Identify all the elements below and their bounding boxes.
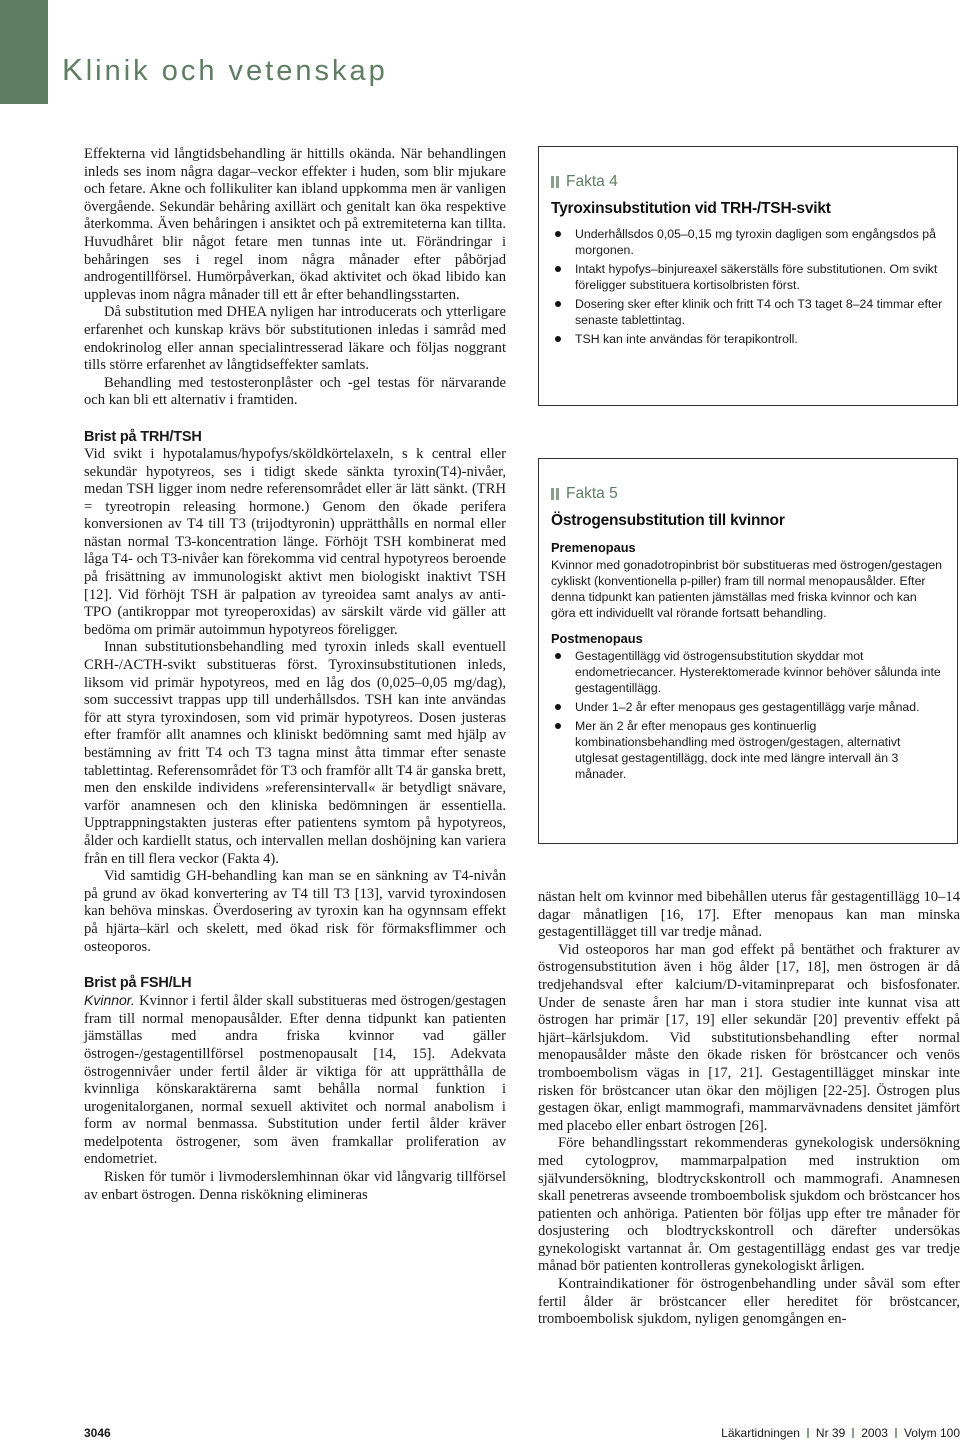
fakta-label-text: Fakta 4: [566, 173, 618, 190]
list-item: Intakt hypofys–binjureaxel säkerställs före substitutionen. Om svikt föreligger substituera kortisolbristen först.: [551, 261, 943, 293]
header-accent-bar: [0, 0, 48, 104]
fakta-box-4: [538, 146, 958, 406]
separator-bar-icon: [852, 1428, 854, 1438]
bullet-icon: [555, 336, 561, 342]
paragraph: Effekterna vid långtidsbehandling är hittills okända. När behandlingen inleds ses inom några dagar–veckor effekter i huden, som blir mjukare och fetare. Akne och follikuliter kan ibland uppkomma men är vanligen övergående. Sekundär behåring axillärt och genitalt kan öka respektive återkomma. Även behåringen i ansiktet och på extremiteterna kan tillta. Huvudhåret blir något fetare men tunnas inte ut. Förändringar i behåringen ses i regel inom några månader efter påbörjad androgentillförsel. Humörpåverkan, ökad aktivitet och ökad libido kan upplevas inom några månader till ett år efter behandlingsstarten.: [84, 146, 506, 303]
fakta-label: [551, 173, 943, 191]
list-item: Dosering sker efter klinik och fritt T4 och T3 taget 8–24 timmar efter senaste tablettintag.: [551, 296, 943, 328]
marker-bar-icon: [551, 176, 554, 188]
bullet-icon: [555, 266, 561, 272]
fakta-list: [551, 226, 943, 347]
fakta-list: [551, 648, 943, 782]
bullet-icon: [555, 653, 561, 659]
section-title-rest: linik och vetenskap: [85, 55, 388, 87]
paragraph: Då substitution med DHEA nyligen har introducerats och ytterligare erfarenhet och kunskap krävs bör substitutionen inledas i samråd med endokrinolog eller annan specialintresserad läkare och följas noggrant tills större erfarenhet av långtidseffekter samlats.: [84, 304, 506, 374]
bullet-icon: [555, 723, 561, 729]
separator-bar-icon: [895, 1428, 897, 1438]
list-item: Gestagentillägg vid östrogensubstitution skyddar mot endometriecancer. Hysterektomerade kvinnor behöver sålunda inte gestagentillägg.: [551, 648, 943, 696]
marker-bar-icon: [556, 488, 559, 500]
fakta-title: Östrogensubstitution till kvinnor: [551, 512, 785, 529]
fakta-label-text: Fakta 5: [566, 485, 618, 502]
postmenopaus-heading: Postmenopaus: [551, 631, 643, 646]
paragraph: Vid osteoporos har man god effekt på bentäthet och frakturer av östrogensubstitution även i hög ålder [17, 18], men östrogen är då tredjehandsval efter kalcium/D-vitaminpreparat och bisfosfonater. Under de senaste åren har man i stora studier inte kunnat visa att östrogen har primär [17, 19] eller sekundär [20] preventiv effekt på hjärt–kärlsjukdom. Vid substitutionsbehandling efter normal menopausålder måste den ökade risken för bröstcancer och venös tromboembolism vägas in [17, 21]. Gestagentillägget minskar inte risken för bröstcancer utan ökar den möjligen [22-25]. Östrogen plus gestagen ökar, enligt mammografi, mammarvävnadens densitet jämfört med placebo eller enbart östrogen [26].: [538, 941, 960, 1134]
separator-bar-icon: [807, 1428, 809, 1438]
paragraph: Före behandlingsstart rekommenderas gynekologisk undersökning med cytologprov, mammarpalpation med instruktion om självundersökning, blodtryckskontroll och mammografi. Anamnesen skall penetreras avseende tromboembolisk sjukdom och bröstcancer hos patienten och anhöriga. Patienten bör följas upp efter tre månader för dosjustering och blodtryckskontroll och därefter undersökas gynekologiskt vartannat år. Om gestagentillägg endast ges var tredje månad bör patienten kontrolleras gynekologiskt årligen.: [538, 1135, 960, 1275]
paragraph: [84, 992, 506, 1169]
marker-bar-icon: [551, 488, 554, 500]
issue-number: Nr 39: [815, 1426, 846, 1440]
fakta-label: [551, 485, 943, 503]
volume: Volym 100: [903, 1426, 960, 1440]
journal-footer: [721, 1426, 960, 1440]
bullet-icon: [555, 231, 561, 237]
subheading-trh-tsh: Brist på TRH/TSH: [84, 428, 202, 445]
left-column: [84, 146, 506, 1204]
page-number: 3046: [84, 1426, 111, 1440]
premenopaus-heading: Premenopaus: [551, 540, 636, 555]
lead-in-kvinnor: Kvinnor.: [84, 992, 135, 1009]
section-title-initial: K: [62, 52, 86, 87]
fakta-box-5: [538, 458, 958, 844]
paragraph: Risken för tumör i livmoderslemhinnan ökar vid långvarig tillförsel av enbart östrogen. Denna riskökning elimineras: [84, 1169, 506, 1203]
paragraph-text: Kvinnor i fertil ålder skall substitueras med östrogen/gestagen fram till normal menopausålder. Efter denna tidpunkt kan patienten jämställas med andra friska kvinnor vad gäller östrogen-/gestagentillförsel postmenopausalt [14, 15]. Adekvata östrogennivåer under fertil ålder är viktiga för att upprätthålla de kvinnliga könskaraktärerna samt behålla normal funktion i urogenitalorganen, normal sexuell aktivitet och normal anabolism i form av normal benmassa. Substitution under fertil ålder kräver medelpotenta östrogener, som även framkallar proliferation av endometriet.: [84, 993, 506, 1168]
bullet-icon: [555, 301, 561, 307]
bullet-icon: [555, 704, 561, 710]
journal-name: Läkartidningen: [721, 1426, 800, 1440]
paragraph: nästan helt om kvinnor med bibehållen uterus får gestagentillägg 10–14 dagar månatligen [16, 17]. Efter menopaus kan man minska gestagentillägget till var tredje månad.: [538, 889, 960, 941]
list-item: Underhållsdos 0,05–0,15 mg tyroxin dagligen som engångsdos på morgonen.: [551, 226, 943, 258]
paragraph: Kontraindikationer för östrogenbehandling under såväl som efter fertil ålder är bröstcancer eller hereditet för bröstcancer, tromboembolisk sjukdom, nyligen genomgången en-: [538, 1276, 960, 1328]
fakta-title: Tyroxinsubstitution vid TRH-/TSH-svikt: [551, 200, 831, 217]
list-item: Mer än 2 år efter menopaus ges kontinuerlig kombinationsbehandling med östrogen/gestagen, alternativt utglesat gestagentillägg, dock inte med längre intervall än 3 månader.: [551, 718, 943, 782]
right-column: [538, 889, 960, 1329]
section-title: [62, 52, 388, 88]
subheading-fsh-lh: Brist på FSH/LH: [84, 975, 192, 992]
list-item: TSH kan inte användas för terapikontroll.: [551, 331, 943, 347]
year: 2003: [861, 1426, 888, 1440]
premenopaus-text: Kvinnor med gonadotropinbrist bör substitueras med östrogen/gestagen cykliskt (konventionella p-piller) fram till normal menopausålder. Efter denna tidpunkt kan patienten jämställas med friska kvinnor och kan göra ett individuellt val rörande fortsatt behandling.: [551, 558, 943, 620]
marker-bar-icon: [556, 176, 559, 188]
paragraph: Innan substitutionsbehandling med tyroxin inleds skall eventuell CRH-/ACTH-svikt substitueras först. Tyroxinsubstitutionen inleds, liksom vid primär hypotyreos, med en låg dos (0,025–0,05 mg/dag), som successivt trappas upp till underhållsdos. TSH kan inte användas för att styra tyroxindosen, som vid primär hypotyreos. Dosen justeras efter framför allt anamnes och kliniskt bedömning samt med hjälp av bestämning av fritt T4 och T3 tagna minst åtta timmar efter senaste tablettintag. Referensområdet för T3 och framför allt T4 är ganska brett, men den enskilde individens »referensintervall« är betydligt snävare, varför anamnesen och den kliniska bedömningen är essentiella. Upptrappningstakten justeras efter patientens symtom på hypotyreos, ålder och kardiellt status, och intervallen mellan doshöjning kan variera från en till flera veckor (Fakta 4).: [84, 639, 506, 867]
paragraph: Vid samtidig GH-behandling kan man se en sänkning av T4-nivån på grund av ökad konvertering av T4 till T3 [13], varvid tyroxindosen kan behöva minskas. Överdosering av tyroxin kan ha ogynnsam effekt på hjärta–kärl och skelett, med ökad risk för förmaksflimmer och osteoporos.: [84, 868, 506, 955]
paragraph: Behandling med testosteronplåster och -gel testas för närvarande och kan bli ett alternativ i framtiden.: [84, 374, 506, 409]
list-item: Under 1–2 år efter menopaus ges gestagentillägg varje månad.: [551, 699, 943, 715]
paragraph: Vid svikt i hypotalamus/hypofys/sköldkörtelaxeln, s k central eller sekundär hypotyreos, ses i tidigt skede sänkta tyroxin(T4)-nivåer, medan TSH ligger inom nedre referensområdet eller är lätt sänkt. (TRH = tyreotropin releasing hormone.) Genom den ökade perifera konversionen av T4 till T3 (trijodtyronin) upprätthålls en normal eller nästan normal T3-koncentration länge. Förhöjt TSH kombinerat med låga T4- och T3-nivåer kan förekomma vid central hypotyreos beroende på frisättning av immunologiskt aktivt men biologiskt inaktivt TSH [12]. Vid förhöjt TSH är palpation av tyreoidea samt analys av anti-TPO (antikroppar mot tyreoperoxidas) av särskilt värde vid gäller att bedöma om primär autoimmun hypotyreos föreligger.: [84, 445, 506, 638]
